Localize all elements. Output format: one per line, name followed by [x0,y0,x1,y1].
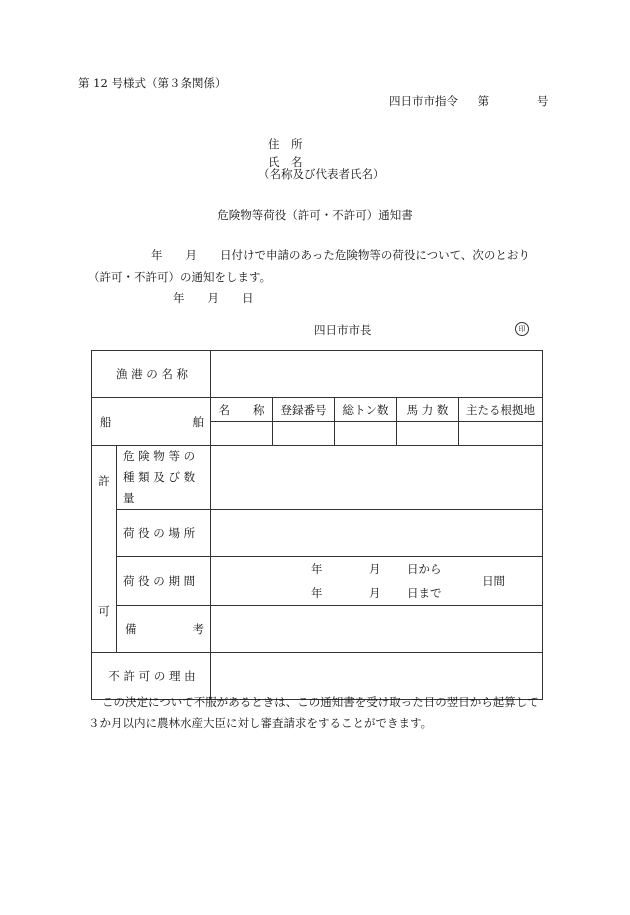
ship-label [92,414,210,430]
document-title: 危険物等荷役（許可・不許可）通知書 [217,208,413,222]
appeal-line-1: この決定について不服があるときは、この通知書を受け取った日の翌日から起算して [102,695,539,709]
appeal-line-2: ３か月以内に農林水産大臣に対し審査請求をすることができます。 [88,716,433,730]
ship-header-row [92,398,543,422]
ship-col-name: 名 称 [211,398,273,422]
cargo-period-label: 荷 役 の 期 間 [123,574,196,588]
port-row [92,351,543,398]
remarks-label [117,621,210,637]
body-line-1: 年 月 日付けで申請のあった危険物等の荷役について、次のとおり [151,248,530,262]
remarks-value [211,606,543,653]
period-to-line: 年 月 日まで [311,586,442,600]
ship-col-registration: 登録番号 [273,398,335,422]
seal-mark: 印 [515,322,529,336]
permit-label-bottom: 可 [98,604,110,618]
cargo-place-value [211,510,543,557]
remarks-row [92,606,543,653]
mayor-name: 四日市市長 [314,323,372,337]
cargo-place-label: 荷 役 の 場 所 [123,526,196,540]
cargo-place-row [92,510,543,557]
period-from-line: 年 月 日から [311,562,442,576]
ship-label-left: 船 [100,414,112,429]
name-label: 氏 名 [268,155,303,169]
ship-label-right: 舶 [192,414,204,429]
address-label: 住 所 [268,137,303,151]
hazard-label-line-2: 種 類 及 び 数 量 [123,470,196,505]
notice-number [389,93,548,109]
ship-registration-value [273,422,335,446]
port-name-value [211,351,543,398]
notice-dai: 第 [477,94,490,108]
notice-go: 号 [536,94,549,108]
notice-table [91,350,543,700]
remarks-label-right: 考 [192,622,204,636]
ship-name-value [211,422,273,446]
ship-base-value [459,422,543,446]
hazard-label-line-1: 危 険 物 等 の [123,449,196,463]
body-line-2: （許可・不許可）の通知をします。 [88,270,272,284]
hazard-label [117,446,211,510]
permit-label [92,446,117,653]
permit-label-top: 許 [98,474,110,488]
ship-col-base: 主たる根拠地 [459,398,543,422]
hazard-value [211,446,543,510]
refusal-reason-label: 不 許 可 の 理 由 [108,669,196,683]
issue-date: 年 月 日 [173,291,254,305]
form-number: 第 12 号様式（第３条関係） [78,76,227,90]
notice-org: 四日市市指令 [389,94,458,108]
ship-col-horsepower: 馬 力 数 [397,398,459,422]
cargo-period-row [92,557,543,606]
ship-col-tonnage: 総トン数 [335,398,397,422]
remarks-label-left: 備 [125,622,137,636]
period-days: 日間 [482,574,506,588]
ship-horsepower-value [397,422,459,446]
ship-tonnage-value [335,422,397,446]
body-text [88,244,558,288]
cargo-period-value [211,557,543,606]
appeal-notice [88,692,558,734]
hazard-row [92,446,543,510]
port-name-label: 漁 港 の 名 称 [115,367,189,381]
name-note: （名称及び代表者氏名） [258,167,385,181]
